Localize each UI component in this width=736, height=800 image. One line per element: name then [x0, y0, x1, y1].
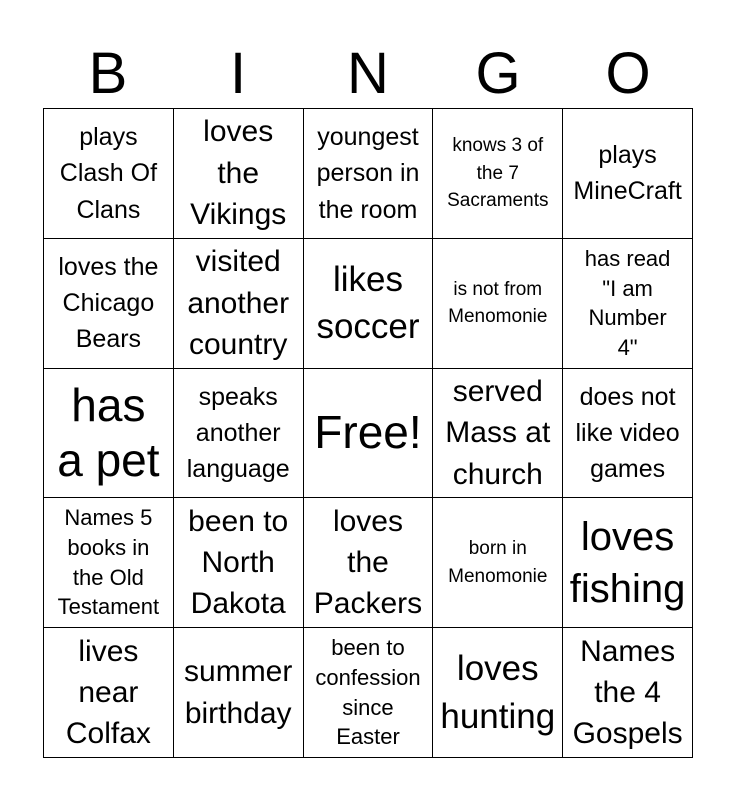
bingo-header — [43, 40, 693, 108]
header-letter-o: O — [605, 41, 651, 106]
cell-text: does not like video games — [575, 382, 680, 484]
cell-text: speaks another language — [186, 382, 290, 484]
bingo-cell[interactable] — [433, 498, 563, 628]
cell-text: plays Clash Of Clans — [59, 123, 158, 224]
bingo-cell[interactable] — [44, 628, 174, 758]
bingo-cell[interactable] — [563, 369, 693, 499]
bingo-cell[interactable] — [433, 239, 563, 369]
bingo-cell[interactable] — [174, 628, 304, 758]
cell-text: knows 3 of the 7 Sacraments — [447, 135, 549, 212]
cell-text: loves fishing — [569, 514, 686, 611]
cell-text: Names 5 books in the Old Testament — [57, 505, 160, 620]
cell-text: loves hunting — [440, 649, 556, 736]
header-letter-n: N — [347, 41, 389, 106]
bingo-cell[interactable] — [304, 239, 434, 369]
cell-text: loves the Packers — [313, 504, 423, 621]
bingo-cell[interactable] — [44, 109, 174, 239]
cell-text: been to confession since Easter — [315, 635, 421, 750]
bingo-cell[interactable] — [563, 239, 693, 369]
cell-text: loves the Chicago Bears — [58, 252, 159, 354]
cell-text: lives near Colfax — [65, 634, 151, 751]
header-letter-b: B — [88, 41, 128, 106]
bingo-cell[interactable] — [44, 369, 174, 499]
bingo-cell[interactable] — [174, 109, 304, 239]
cell-text: loves the Vikings — [190, 115, 287, 232]
cell-text: been to North Dakota — [188, 504, 289, 621]
cell-text: has read "I am Number 4" — [584, 245, 671, 360]
bingo-cell[interactable] — [304, 109, 434, 239]
bingo-cell[interactable] — [304, 498, 434, 628]
header-letter-g: G — [475, 41, 521, 106]
bingo-cell[interactable] — [563, 628, 693, 758]
bingo-cell[interactable] — [433, 628, 563, 758]
bingo-cell[interactable] — [563, 498, 693, 628]
bingo-grid — [43, 108, 693, 758]
cell-text: summer birthday — [184, 655, 293, 730]
cell-text: youngest person in the room — [316, 123, 420, 224]
bingo-cell[interactable] — [44, 239, 174, 369]
bingo-cell[interactable] — [174, 498, 304, 628]
bingo-cell[interactable] — [433, 369, 563, 499]
cell-text: has a pet — [57, 378, 160, 486]
free-space-text: Free! — [314, 406, 422, 459]
cell-text: is not from Menomonie — [448, 278, 548, 328]
cell-text: likes soccer — [316, 259, 420, 347]
bingo-cell[interactable] — [563, 109, 693, 239]
free-space-cell[interactable] — [304, 369, 434, 499]
bingo-cell[interactable] — [304, 628, 434, 758]
bingo-cell[interactable] — [44, 498, 174, 628]
cell-text: visited another country — [187, 245, 290, 361]
cell-text: served Mass at church — [445, 374, 551, 491]
bingo-cell[interactable] — [174, 369, 304, 499]
bingo-cell[interactable] — [433, 109, 563, 239]
cell-text: born in Menomonie — [448, 538, 548, 587]
header-letter-i: I — [229, 41, 247, 106]
bingo-cell[interactable] — [174, 239, 304, 369]
cell-text: plays MineCraft — [573, 141, 682, 206]
cell-text: Names the 4 Gospels — [572, 634, 683, 751]
